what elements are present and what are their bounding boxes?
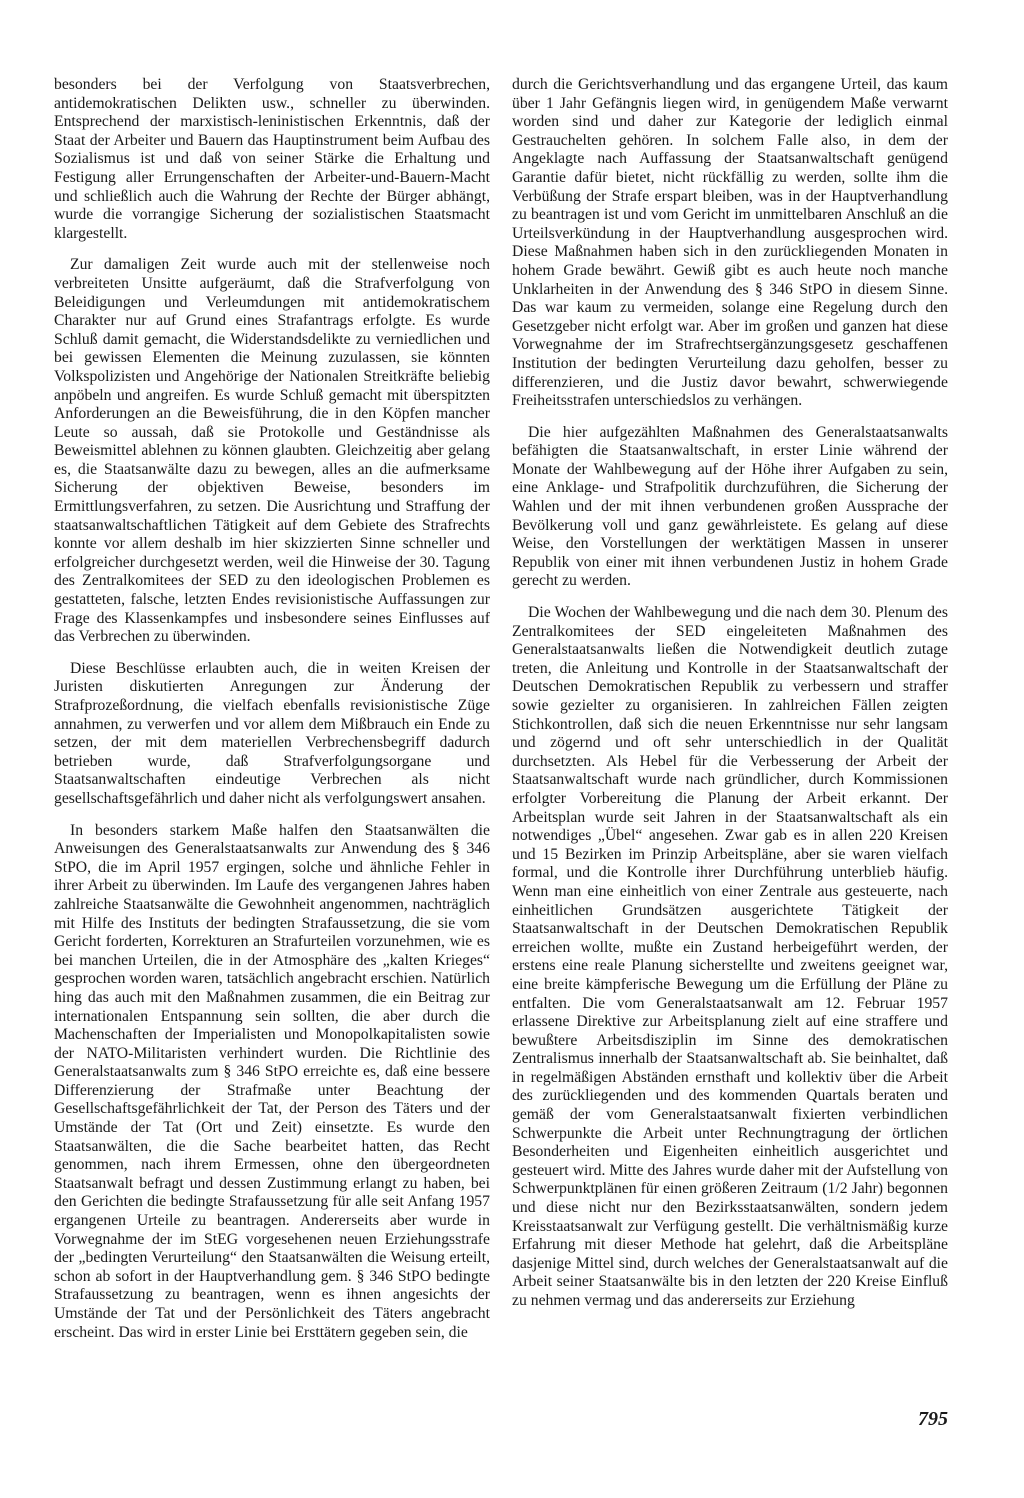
- left-text-column: [54, 76, 490, 1342]
- page-number: 795: [918, 1408, 948, 1430]
- paragraph: In besonders starkem Maße halfen den Staatsanwälten die Anweisungen des Generalstaatsanwalts zur Anwendung des § 346 StPO, die im April 1957 ergingen, solche und ähnliche Fehler in ihrer Arbeit zu überwinden. Im Laufe des vergangenen Jahres haben zahlreiche Staatsanwälte die Gewohnheit angenommen, nachträglich mit Hilfe des Instituts der bedingten Strafaussetzung, die sie vom Gericht forderten, Korrekturen an Strafurteilen vorzunehmen, wie es bei manchen Urteilen, die in der Atmosphäre des „kalten Krieges“ gesprochen worden waren, tatsächlich angebracht erschien. Natürlich hing das auch mit den Maßnahmen zusammen, die ein Beitrag zur internationalen Entspannung sein sollten, die aber durch die Machenschaften der Imperialisten und Monopolkapitalisten sowie der NATO-Militaristen verhindert wurden. Die Richtlinie des Generalstaatsanwalts zum § 346 StPO erreichte es, daß eine bessere Differenzierung der Strafmaße unter Beachtung der Gesellschaftsgefährlichkeit der Tat, der Person des Täters und der Umstände der Tat (Ort und Zeit) einsetzte. Es wurde den Staatsanwälten, die die Sache bearbeitet hatten, das Recht genommen, nach ihrem Ermessen, ohne den übergeordneten Staatsanwalt befragt und dessen Zustimmung erlangt zu haben, bei den Gerichten die bedingte Strafaussetzung für alle seit Anfang 1957 ergangenen Urteile zu beantragen. Andererseits aber wurde in Vorwegnahme der im StEG vorgesehenen neuen Erziehungsstrafe der „bedingten Verurteilung“ den Staatsanwälten die Weisung erteilt, schon ab sofort in der Hauptverhandlung gem. § 346 StPO bedingte Strafaussetzung zu beantragen, wenn es ihnen angesichts der Umstände der Tat und der Persönlichkeit des Täters angebracht erscheint. Das wird in erster Linie bei Ersttätern gegeben sein, die: [54, 821, 490, 1341]
- paragraph: besonders bei der Verfolgung von Staatsverbrechen, antidemokratischen Delikten usw., schneller zu überwinden. Entsprechend der marxistisch-leninistischen Erkenntnis, daß der Staat der Arbeiter und Bauern das Hauptinstrument beim Aufbau des Sozialismus ist und daß von seiner Stärke die Erhaltung und Festigung aller Errungenschaften der Arbeiter-und-Bauern-Macht und schließlich auch die Wahrung der Rechte der Bürger abhängt, wurde die vorrangige Sicherung der sozialistischen Staatsmacht klargestellt.: [54, 76, 490, 242]
- paragraph: Zur damaligen Zeit wurde auch mit der stellenweise noch verbreiteten Unsitte aufgeräumt, daß die Strafverfolgung von Beleidigungen und Verleumdungen mit antidemokratischem Charakter nur auf Grund eines Strafantrags erfolgte. Es wurde Schluß damit gemacht, die Widerstandsdelikte zu verniedlichen und bei gewissen Elementen die Meinung zuzulassen, sie könnten Volkspolizisten und Angehörige der Nationalen Streitkräfte beliebig anpöbeln und angreifen. Es wurde Schluß gemacht mit überspitzten Anforderungen an die Beweisführung, die in den Köpfen mancher Leute so aussah, daß sie Protokolle und Geständnisse als Beweismittel ablehnen zu können glaubten. Gleichzeitig aber gelang es, die Staatsanwälte dazu zu bewegen, alles an die aufmerksame Sicherung der objektiven Beweise, besonders im Ermittlungsverfahren, zu setzen. Die Ausrichtung und Straffung der staatsanwaltschaftlichen Tätigkeit auf dem Gebiete des Strafrechts konnte vor allem deshalb im hier skizzierten Sinne schneller und erfolgreicher durchgesetzt werden, weil die Hinweise der 30. Tagung des Zentralkomitees der SED zu den ideologischen Problemen es gestatteten, falsche, letzten Endes revisionistische Auffassungen zur Frage des Klassenkampfes und insbesondere seines Einflusses auf das Verbrechen zu überwinden.: [54, 256, 490, 646]
- paragraph: Diese Beschlüsse erlaubten auch, die in weiten Kreisen der Juristen diskutierten Anregungen zur Änderung der Strafprozeßordnung, die vielfach ebenfalls revisionistische Züge annahmen, zu verwerfen und vor allem dem Mißbrauch ein Ende zu setzen, der mit dem materiellen Verbrechensbegriff dadurch betrieben wurde, daß Strafverfolgungsorgane und Staatsanwaltschaften eindeutige Verbrechen als nicht gesellschaftsgefährlich und daher nicht als verfolgungswert ansahen.: [54, 659, 490, 807]
- paragraph: Die Wochen der Wahlbewegung und die nach dem 30. Plenum des Zentralkomitees der SED eingeleiteten Maßnahmen des Generalstaatsanwalts ließen die Notwendigkeit deutlich zutage treten, die Anleitung und Kontrolle in der Staatsanwaltschaft der Deutschen Demokratischen Republik zu verbessern und straffer sowie gezielter zu organisieren. In zahlreichen Fällen zeigten Stichkontrollen, daß sich die neuen Erkenntnisse nur sehr langsam und zögernd und oft sehr unterschiedlich in der Qualität durchsetzten. Als Hebel für die Verbesserung der Arbeit der Staatsanwaltschaft wurde nach gründlicher, durch Kommissionen erfolgter Vorbereitung die Planung der Arbeit erkannt. Der Arbeitsplan wurde seit Jahren in der Staatsanwaltschaft als ein notwendiges „Übel“ angesehen. Zwar gab es in allen 220 Kreisen und 15 Bezirken im Prinzip Arbeitspläne, aber sie waren vielfach formal, und die Kontrolle ihrer Durchführung unterblieb häufig. Wenn man eine einheitlich von einer Zentrale aus gesteuerte, nach einheitlichen Grundsätzen ausgerichtete Tätigkeit der Staatsanwaltschaft in der Deutschen Demokratischen Republik erreichen wollte, mußte ein Zustand herbeigeführt werden, der erstens eine reale Planung sicherstellte und zweitens geeignet war, eine breite kämpferische Bewegung um die Erfüllung der Pläne zu entfalten. Die vom Generalstaatsanwalt am 12. Februar 1957 erlassene Direktive zur Arbeitsplanung zielt auf eine straffere und bewußtere Arbeitsdisziplin im Sinne des demokratischen Zentralismus innerhalb der Staatsanwaltschaft ab. Sie beinhaltet, daß in regelmäßigen Abständen ernsthaft und kollektiv über die Arbeit des zurückliegenden und des kommenden Quartals beraten und gemäß der vom Generalstaatsanwalt fixierten verbindlichen Schwerpunkte die Arbeit unter Rechnungtragung der örtlichen Besonderheiten und Eigenheiten einheitlich ausgerichtet und gesteuert wird. Mitte des Jahres wurde daher mit der Aufstellung von Schwerpunktplänen für einen größeren Zeitraum (1/2 Jahr) begonnen und diese nicht nur den Bezirksstaatsanwälten, sondern jedem Kreisstaatsanwalt zur Verfügung gestellt. Die verhältnismäßig kurze Erfahrung mit dieser Methode hat gelehrt, daß die Arbeitspläne dasjenige Mittel sind, durch welches der Generalstaatsanwalt auf die Arbeit seiner Staatsanwälte bis in den letzten der 220 Kreise Einfluß zu nehmen vermag und das andererseits zur Erziehung: [512, 604, 948, 1309]
- paragraph: Die hier aufgezählten Maßnahmen des Generalstaatsanwalts befähigten die Staatsanwaltschaft, in erster Linie während der Monate der Wahlbewegung auf der Höhe ihrer Aufgaben zu sein, eine Anklage- und Strafpolitik durchzuführen, die Sicherung der Wahlen und der mit ihnen verbundenen großen Aussprache der Bevölkerung voll und ganz gewährleistete. Es gelang auf diese Weise, den Vorstellungen der werktätigen Massen in unserer Republik von einer mit ihnen verbundenen Justiz in hohem Grade gerecht zu werden.: [512, 423, 948, 590]
- right-text-column: [512, 76, 948, 1311]
- paragraph: durch die Gerichtsverhandlung und das ergangene Urteil, das kaum über 1 Jahr Gefängnis liegen wird, in genügendem Maße verwarnt worden sind und daher zur Kategorie der lediglich einmal Gestrauchelten gehören. In solchem Falle also, in dem der Angeklagte nach Auffassung der Staatsanwaltschaft genügend Garantie dafür bietet, nicht rückfällig zu werden, sollte ihm die Verbüßung der Strafe erspart bleiben, was in der Hauptverhandlung zu beantragen ist und vom Gericht im unmittelbaren Anschluß an die Urteilsverkündung in der Hauptverhandlung ausgesprochen wird. Diese Maßnahmen haben sich in den zurückliegenden Monaten in hohem Grade bewährt. Gewiß gibt es auch heute noch manche Unklarheiten in der Anwendung des § 346 StPO in diesem Sinne. Das war kaum zu vermeiden, solange eine Regelung durch den Gesetzgeber nicht erfolgt war. Aber im großen und ganzen hat diese Vorwegnahme der im Strafrechtsergänzungsgesetz geschaffenen Institution der bedingten Verurteilung dazu geholfen, besser zu differenzieren, und die Justiz davor bewahrt, schwerwiegende Freiheitsstrafen unterschiedslos zu verhängen.: [512, 76, 948, 410]
